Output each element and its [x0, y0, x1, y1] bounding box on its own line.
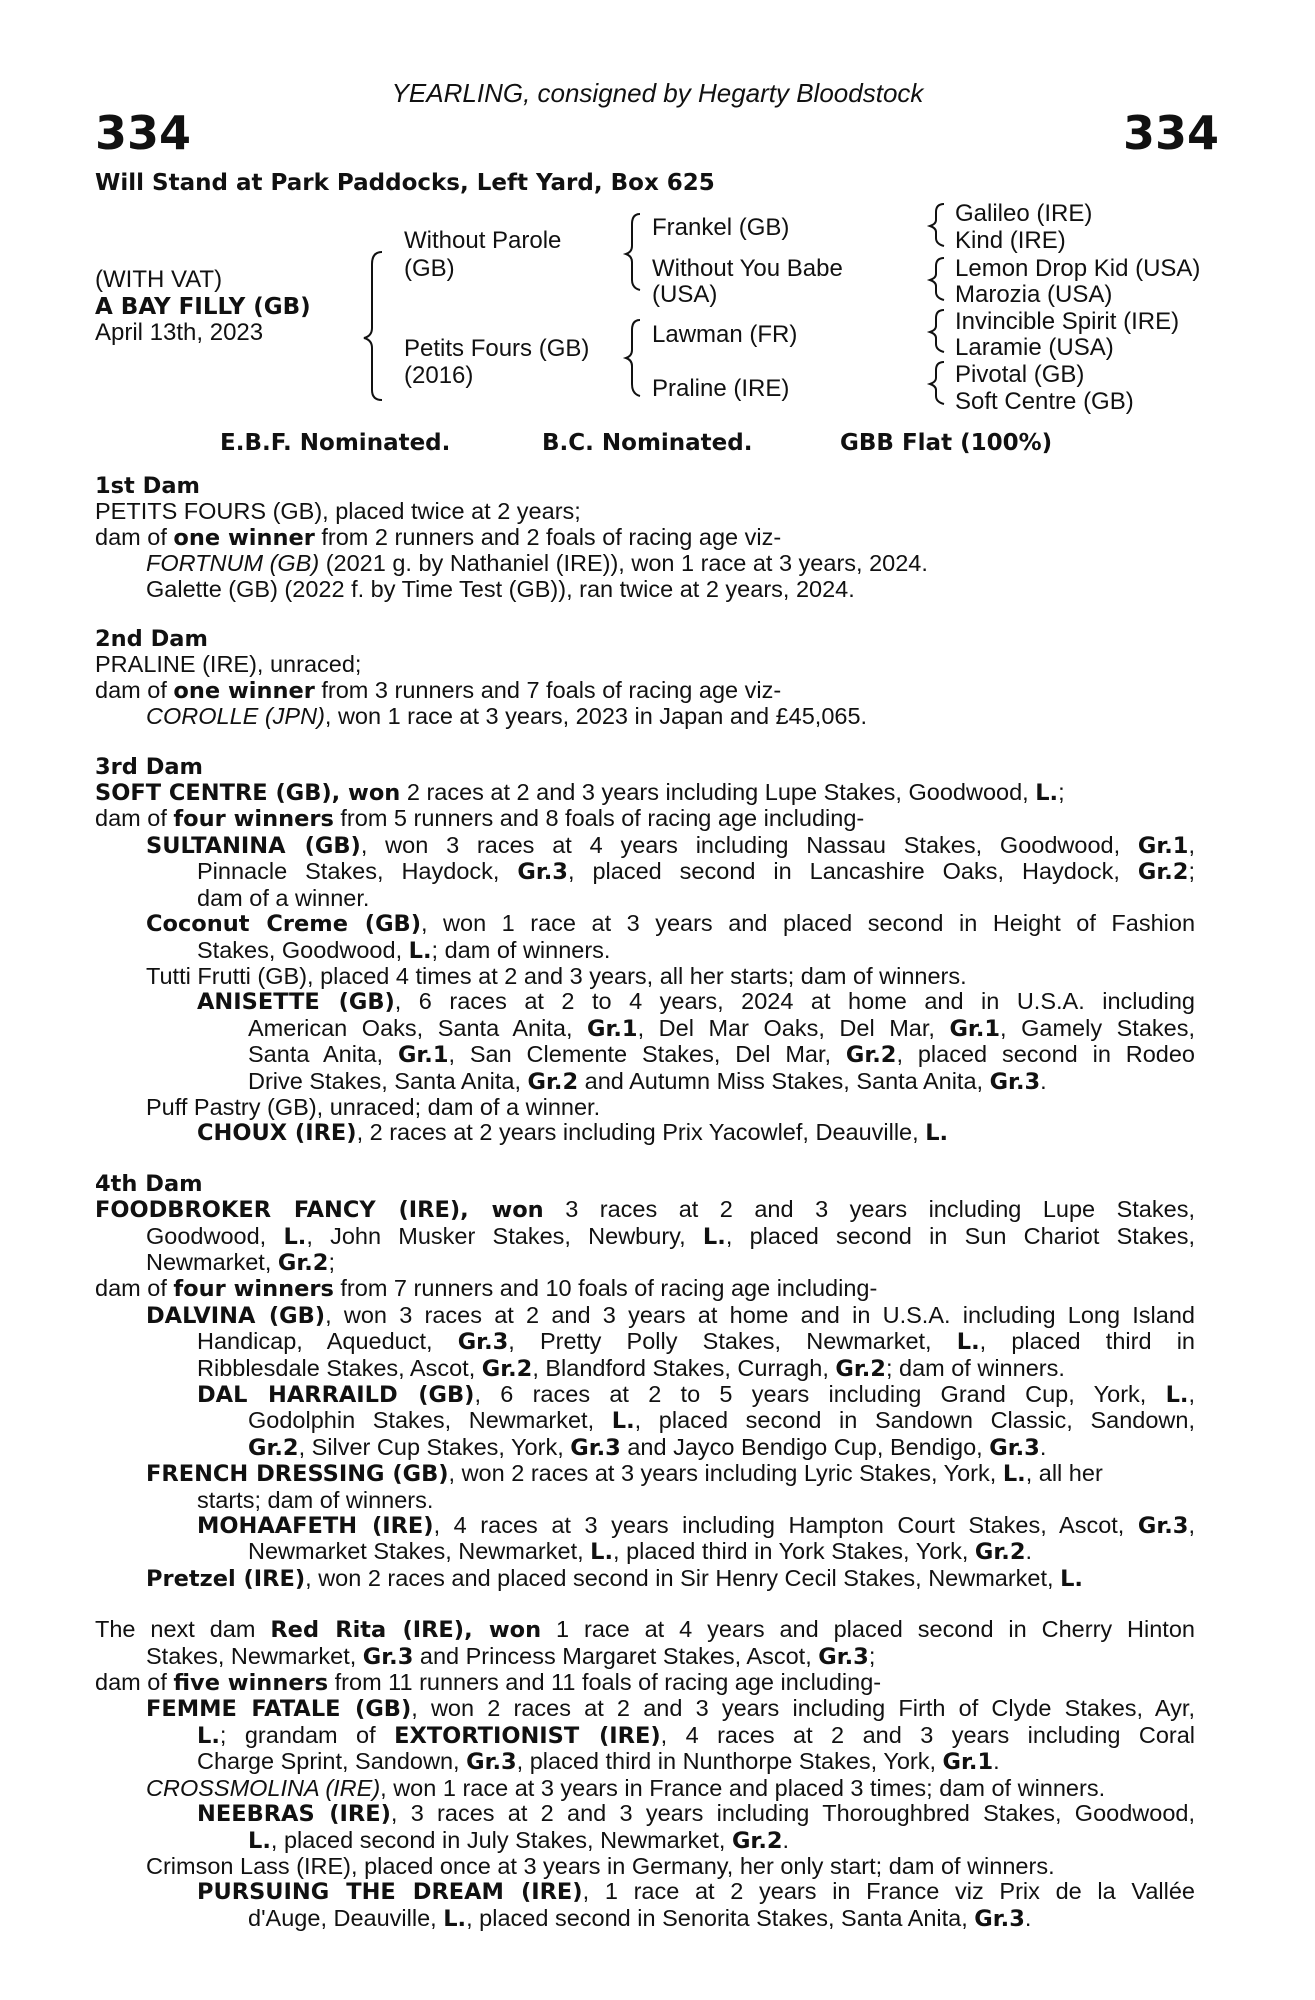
dam-line-cont: Stakes, Newmarket, Gr.3 and Princess Margaret Stakes, Ascot, Gr.3;: [146, 1642, 876, 1670]
produce-summary: dam of four winners from 7 runners and 10 foals of racing age including-: [95, 1275, 878, 1303]
produce-entry-cont: Ribblesdale Stakes, Ascot, Gr.2, Blandford Stakes, Curragh, Gr.2; dam of winners.: [197, 1354, 1065, 1382]
produce-entry: Crimson Lass (IRE), placed once at 3 years in Germany, her only start; dam of winners.: [146, 1852, 1055, 1879]
produce-entry-cont: Pinnacle Stakes, Haydock, Gr.3, placed second in Lancashire Oaks, Haydock, Gr.2;: [197, 858, 1195, 886]
produce-entry: MOHAAFETH (IRE), 4 races at 3 years including Hampton Court Stakes, Ascot, Gr.3,: [197, 1512, 1195, 1540]
fourth-dam-section: [95, 1172, 1195, 1593]
dam-line: FOODBROKER FANCY (IRE), won 3 races at 2 and 3 years including Lupe Stakes,: [95, 1196, 1195, 1224]
ebf-nomination: E.B.F. Nominated.: [220, 430, 451, 456]
produce-entry: CROSSMOLINA (IRE), won 1 race at 3 years in France and placed 3 times; dam of winners.: [146, 1774, 1106, 1801]
ped-sdd: Marozia (USA): [955, 281, 1113, 308]
stand-location: Will Stand at Park Paddocks, Left Yard, Box 625: [95, 170, 715, 196]
bc-nomination: B.C. Nominated.: [542, 430, 753, 456]
produce-entry-cont: Godolphin Stakes, Newmarket, L., placed second in Sandown Classic, Sandown,: [248, 1407, 1195, 1435]
lot-number-left: 334: [95, 106, 192, 160]
produce-entry: DAL HARRAILD (GB), 6 races at 2 to 5 years including Grand Cup, York, L.,: [197, 1381, 1195, 1408]
third-dam-section: [95, 755, 1195, 1147]
page-subtitle: YEARLING, consigned by Hegarty Bloodstock: [391, 78, 924, 108]
dam-line: SOFT CENTRE (GB), won 2 races at 2 and 3 years including Lupe Stakes, Goodwood, L.;: [95, 779, 1065, 807]
produce-entry: ANISETTE (GB), 6 races at 2 to 4 years, 2024 at home and in U.S.A. including: [197, 988, 1195, 1016]
dam-year: (2016): [404, 362, 474, 389]
dam-line-cont: Goodwood, L., John Musker Stakes, Newbury, L., placed second in Sun Chariot Stakes,: [146, 1222, 1196, 1250]
produce-entry: COROLLE (JPN), won 1 race at 3 years, 2023 in Japan and £45,065.: [146, 703, 868, 730]
produce-entry-cont: Santa Anita, Gr.1, San Clemente Stakes, Del Mar, Gr.2, placed second in Rodeo: [248, 1041, 1195, 1069]
vat-note: (WITH VAT): [95, 266, 223, 293]
dam-line: The next dam Red Rita (IRE), won 1 race at 4 years and placed second in Cherry Hinton: [95, 1616, 1195, 1644]
sire-dam-name: Without You Babe: [652, 255, 843, 282]
second-dam-section: [95, 627, 1195, 730]
produce-entry: NEEBRAS (IRE), 3 races at 2 and 3 years including Thoroughbred Stakes, Goodwood,: [197, 1800, 1195, 1828]
produce-entry: CHOUX (IRE), 2 races at 2 years including Prix Yacowlef, Deauville, L.: [197, 1119, 949, 1147]
produce-entry-cont: American Oaks, Santa Anita, Gr.1, Del Mar Oaks, Del Mar, Gr.1, Gamely Stakes,: [248, 1014, 1195, 1042]
dam-line-cont: Newmarket, Gr.2;: [146, 1248, 335, 1276]
lot-number-right: 334: [1122, 106, 1219, 160]
sire-country: (GB): [404, 255, 455, 282]
produce-entry: FORTNUM (GB) (2021 g. by Nathaniel (IRE)), won 1 race at 3 years, 2024.: [146, 550, 928, 577]
ped-ssd: Kind (IRE): [955, 227, 1066, 254]
produce-entry-cont: L., placed second in July Stakes, Newmarket, Gr.2.: [248, 1826, 790, 1854]
first-dam-section: [95, 474, 1195, 602]
produce-entry: FRENCH DRESSING (GB), won 2 races at 3 years including Lyric Stakes, York, L., all her: [146, 1460, 1103, 1488]
produce-summary: dam of five winners from 11 runners and 11 foals of racing age including-: [95, 1669, 882, 1697]
ped-dsd: Laramie (USA): [955, 334, 1114, 361]
ped-sds: Lemon Drop Kid (USA): [955, 255, 1201, 282]
produce-entry: Tutti Frutti (GB), placed 4 times at 2 and 3 years, all her starts; dam of winners.: [146, 962, 967, 989]
produce-entry: Galette (GB) (2022 f. by Time Test (GB)), ran twice at 2 years, 2024.: [146, 575, 855, 602]
produce-summary: dam of four winners from 5 runners and 8 foals of racing age including-: [95, 805, 865, 833]
produce-entry-cont: Drive Stakes, Santa Anita, Gr.2 and Autumn Miss Stakes, Santa Anita, Gr.3.: [248, 1067, 1047, 1095]
produce-entry: Pretzel (IRE), won 2 races and placed second in Sir Henry Cecil Stakes, Newmarket, L.: [146, 1564, 1083, 1592]
section-heading: 2nd Dam: [95, 626, 208, 653]
next-dam-section: [95, 1617, 1195, 1932]
produce-summary: dam of one winner from 3 runners and 7 foals of racing age viz-: [95, 676, 782, 704]
sire-name: Without Parole: [404, 227, 562, 254]
section-heading: 1st Dam: [95, 473, 200, 499]
produce-entry-cont: Charge Sprint, Sandown, Gr.3, placed third in Nunthorpe Stakes, York, Gr.1.: [197, 1748, 1000, 1776]
produce-entry: Puff Pastry (GB), unraced; dam of a winner.: [146, 1093, 601, 1120]
horse-dob: April 13th, 2023: [95, 319, 264, 346]
produce-entry-cont: d'Auge, Deauville, L., placed second in Senorita Stakes, Santa Anita, Gr.3.: [248, 1904, 1032, 1932]
dam-dam: Praline (IRE): [652, 375, 790, 402]
gbb-status: GBB Flat (100%): [840, 430, 1053, 456]
dam-sire: Lawman (FR): [652, 321, 798, 348]
section-heading: 3rd Dam: [95, 753, 203, 780]
sire-dam-country: (USA): [652, 281, 718, 308]
produce-entry-cont: dam of a winner.: [197, 884, 370, 911]
ped-ddd: Soft Centre (GB): [955, 388, 1134, 415]
catalogue-body: [95, 474, 1195, 1957]
horse-name: A BAY FILLY (GB): [95, 294, 311, 320]
produce-entry-cont: L.; grandam of EXTORTIONIST (IRE), 4 races at 2 and 3 years including Coral: [197, 1721, 1196, 1749]
ped-dds: Pivotal (GB): [955, 361, 1085, 388]
sire-sire: Frankel (GB): [652, 214, 790, 241]
dam-name: Petits Fours (GB): [404, 335, 590, 362]
produce-entry-cont: starts; dam of winners.: [197, 1486, 434, 1513]
produce-summary: dam of one winner from 2 runners and 2 foals of racing age viz-: [95, 523, 782, 551]
dam-line: PETITS FOURS (GB), placed twice at 2 years;: [95, 498, 581, 525]
produce-entry: Coconut Creme (GB), won 1 race at 3 years and placed second in Height of Fashion: [146, 910, 1196, 938]
produce-entry: FEMME FATALE (GB), won 2 races at 2 and 3 years including Firth of Clyde Stakes, Ayr,: [146, 1695, 1195, 1723]
ped-sss: Galileo (IRE): [955, 200, 1093, 227]
produce-entry-cont: Newmarket Stakes, Newmarket, L., placed third in York Stakes, York, Gr.2.: [248, 1538, 1033, 1566]
ped-dss: Invincible Spirit (IRE): [955, 308, 1180, 335]
section-heading: 4th Dam: [95, 1170, 203, 1197]
produce-entry: PURSUING THE DREAM (IRE), 1 race at 2 years in France viz Prix de la Vallée: [197, 1878, 1195, 1906]
produce-entry: DALVINA (GB), won 3 races at 2 and 3 years at home and in U.S.A. including Long Island: [146, 1301, 1195, 1329]
produce-entry-cont: Stakes, Goodwood, L.; dam of winners.: [197, 936, 611, 964]
produce-entry: SULTANINA (GB), won 3 races at 4 years including Nassau Stakes, Goodwood, Gr.1,: [146, 831, 1195, 859]
produce-entry-cont: Handicap, Aqueduct, Gr.3, Pretty Polly Stakes, Newmarket, L., placed third in: [197, 1328, 1195, 1356]
produce-entry-cont: Gr.2, Silver Cup Stakes, York, Gr.3 and Jayco Bendigo Cup, Bendigo, Gr.3.: [248, 1433, 1047, 1461]
dam-line: PRALINE (IRE), unraced;: [95, 651, 362, 678]
